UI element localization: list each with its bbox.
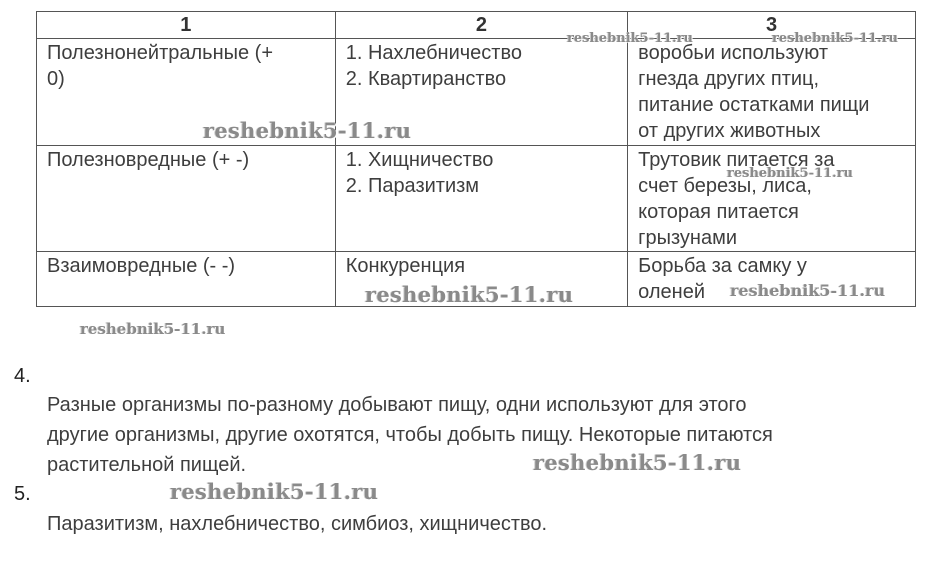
cell-line: воробьи используют [638,42,828,64]
cell-line: оленей [638,281,705,303]
watermark: reshebnik5-11.ru [727,166,854,181]
column-header-2: 2 [335,12,627,39]
cell-line: Полезновредные (+ -) [47,149,250,171]
cell-line: 2. Квартиранство [345,68,507,90]
paragraph-line: растительной пищей. [47,454,247,476]
watermark: reshebnik5-11.ru [365,282,574,307]
examples-cell [335,146,627,252]
answer-number: 5. [14,483,31,505]
cell-line: 1. Нахлебничество [345,42,522,64]
cell-line: 1. Хищничество [345,149,494,171]
relationship-type-cell [37,146,336,252]
cell-line: Взаимовредные (- -) [47,255,236,277]
column-header-1: 1 [37,12,336,39]
watermark: reshebnik5-11.ru [80,320,226,338]
description-cell [628,39,916,146]
cell-line: питание остатками пищи [638,94,870,116]
paragraph-line: Паразитизм, нахлебничество, симбиоз, хищничество. [47,513,548,535]
cell-line: 0) [47,68,65,90]
cell-line: Конкуренция [345,255,466,277]
table-row [37,146,916,252]
column-header-3: 3 [628,12,916,39]
cell-line: счет березы, лиса, [638,175,812,197]
description-cell [628,146,916,252]
watermark: reshebnik5-11.ru [772,31,899,46]
answer-number: 4. [14,365,31,387]
cell-line: Полезнонейтральные (+ [47,42,274,64]
cell-line: Борьба за самку у [638,255,807,277]
cell-line: которая питается [638,201,799,223]
paragraph-line: другие организмы, другие охотятся, чтобы добыть пищу. Некоторые питаются [47,424,773,446]
answer-paragraph [47,390,907,480]
table-row [37,39,916,146]
cell-line: от других животных [638,120,821,142]
relationship-type-cell [37,252,336,307]
cell-line: 2. Паразитизм [345,175,480,197]
watermark: reshebnik5-11.ru [533,450,742,475]
cell-line: гнезда других птиц, [638,68,820,90]
cell-line: грызунами [638,227,737,249]
answer-paragraph [47,509,907,539]
watermark: reshebnik5-11.ru [567,31,694,46]
paragraph-line: Разные организмы по-разному добывают пищу, одни используют для этого [47,394,747,416]
watermark: reshebnik5-11.ru [170,479,379,504]
cell-line: Трутовик питается за [638,149,835,171]
watermark: reshebnik5-11.ru [203,118,412,143]
watermark: reshebnik5-11.ru [730,281,886,300]
comparison-table [36,11,916,307]
